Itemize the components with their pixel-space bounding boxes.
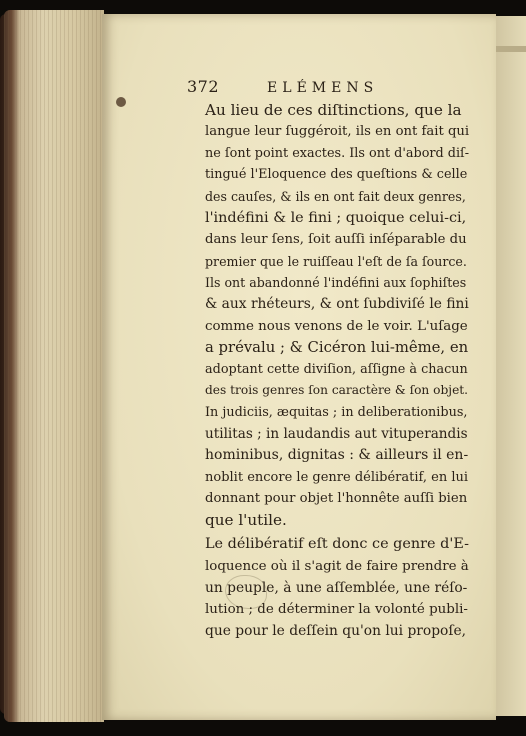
text-line: hominibus, dignitas : & ailleurs il en-	[205, 447, 469, 464]
text-line: premier que le ruiſſeau l'eſt de ſa ſource.	[205, 253, 467, 269]
text-line: langue leur ſuggéroit, ils en ont fait qui	[205, 124, 470, 140]
text-line: loquence où il s'agit de faire prendre à	[205, 559, 469, 575]
text-line: Au lieu de ces diſtinctions, que la	[205, 100, 462, 119]
page-block-edge	[4, 10, 104, 722]
text-line: Le délibératif eſt donc ce genre d'E-	[205, 536, 469, 553]
text-line: Ils ont abandonné l'indéfini aux ſophiſtes	[205, 275, 467, 291]
text-line: que pour le deſſein qu'on lui propoſe,	[205, 622, 467, 639]
text-line: dans leur ſens, ſoit auſſi inſéparable du	[205, 232, 467, 248]
ink-blot	[116, 97, 126, 107]
text-line: lution ; de déterminer la volonté publi-	[205, 602, 468, 618]
text-line: ne ſont point exactes. Ils ont d'abord diſ-	[205, 145, 470, 161]
facing-page-band	[494, 46, 526, 52]
text-line: des cauſes, & ils en ont fait deux genres,	[205, 188, 466, 204]
paragraph-1	[187, 100, 469, 532]
text-line: In judiciis, æquitas ; in deliberationibus,	[205, 404, 468, 420]
text-line: adoptant cette diviſion, aſſigne à chacun	[205, 361, 468, 377]
text-line: un peuple, à une aſſemblée, une réſo-	[205, 579, 468, 596]
text-line: & aux rhéteurs, & ont ſubdiviſé le fini	[205, 295, 469, 312]
facing-page-edge	[494, 16, 526, 716]
text-line: que l'utile.	[205, 510, 287, 529]
running-head: ELÉMENS	[267, 80, 379, 96]
paragraph-2	[187, 534, 469, 642]
text-line: a prévalu ; & Cicéron lui-même, en	[205, 339, 469, 357]
text-line: tingué l'Eloquence des queſtions & celle	[205, 167, 468, 183]
text-line: l'indéfini & le fini ; quoique celui-ci,	[205, 209, 467, 226]
text-line: donnant pour objet l'honnête auſſi bien	[205, 491, 468, 507]
page-header	[187, 76, 469, 100]
page-edge-striations	[4, 10, 104, 722]
page-text	[187, 76, 469, 642]
page-number: 372	[187, 77, 220, 96]
text-line: des trois genres ſon caractère & ſon objet.	[205, 383, 469, 398]
text-line: noblit encore le genre délibératif, en lui	[205, 469, 469, 485]
text-line: utilitas ; in laudandis aut vituperandis	[205, 425, 468, 442]
text-line: comme nous venons de le voir. L'uſage	[205, 318, 468, 334]
